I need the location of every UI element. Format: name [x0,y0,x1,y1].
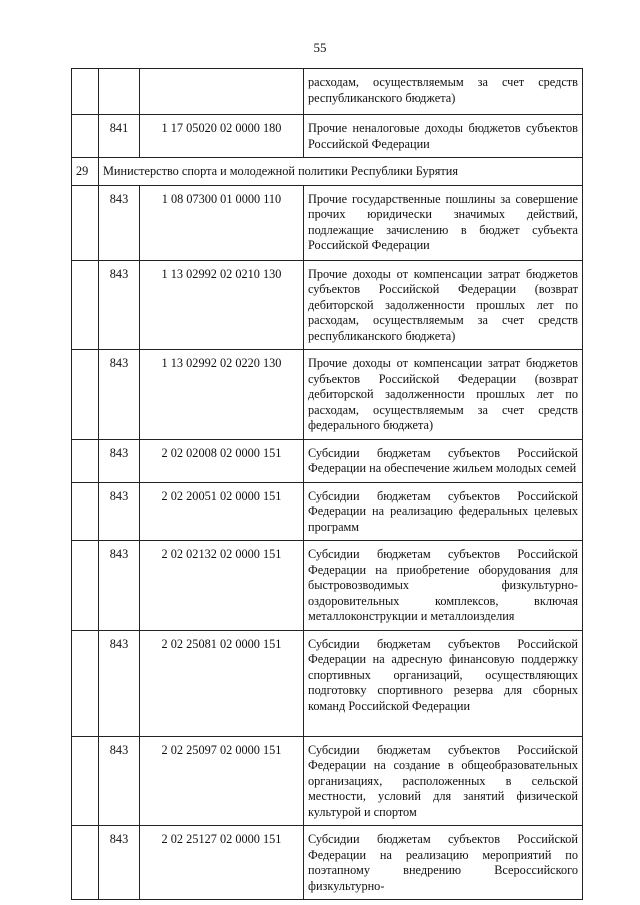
table-row [72,185,583,260]
number-cell [72,439,99,482]
admin-code-cell: 841 [99,115,140,158]
table-row [72,439,583,482]
admin-code-cell: 843 [99,185,140,260]
section-number: 29 [72,158,99,186]
number-cell [72,185,99,260]
description-cell: Прочие доходы от компенсации затрат бюджетов субъектов Российской Федерации (возврат дебиторской задолженности прошлых лет по расходам, осуществляемым за счет средств республиканского бюджета) [304,260,583,350]
rows-body [72,185,583,900]
table-row [72,826,583,900]
admin-code-cell: 843 [99,260,140,350]
number-cell [72,736,99,826]
admin-code-cell: 843 [99,630,140,736]
number-cell [72,350,99,440]
section-title: Министерство спорта и молодежной политики Республики Бурятия [99,158,583,186]
description-cell: Субсидии бюджетам субъектов Российской Федерации на реализацию мероприятий по поэтапному внедрению Всероссийского физкультурно- [304,826,583,900]
admin-code-cell: 843 [99,482,140,541]
code-cell [140,69,304,115]
budget-code-cell: 2 02 25081 02 0000 151 [140,630,304,736]
admin-code-cell: 843 [99,826,140,900]
budget-code-cell: 1 13 02992 02 0220 130 [140,350,304,440]
number-cell [72,69,99,115]
number-cell [72,826,99,900]
section-header-row [72,158,583,186]
budget-code-cell: 2 02 20051 02 0000 151 [140,482,304,541]
description-cell: Субсидии бюджетам субъектов Российской Федерации на реализацию федеральных целевых программ [304,482,583,541]
table-row [72,115,583,158]
description-cell: расходам, осуществляемым за счет средств республиканского бюджета) [304,69,583,115]
page-number: 55 [313,40,327,55]
budget-code-cell: 1 17 05020 02 0000 180 [140,115,304,158]
number-cell [72,541,99,631]
table-row [72,260,583,350]
budget-code-cell: 2 02 25097 02 0000 151 [140,736,304,826]
table-row [72,69,583,115]
table-row [72,482,583,541]
description-cell: Субсидии бюджетам субъектов Российской Федерации на адресную финансовую поддержку спортивных организаций, осуществляющих подготовку спортивного резерва для сборных команд Российской Федерации [304,630,583,736]
description-cell: Субсидии бюджетам субъектов Российской Федерации на создание в общеобразовательных организациях, расположенных в сельской местности, условий для занятий физической культурой и спортом [304,736,583,826]
number-cell [72,260,99,350]
budget-code-cell: 1 08 07300 01 0000 110 [140,185,304,260]
description-cell: Прочие доходы от компенсации затрат бюджетов субъектов Российской Федерации (возврат дебиторской задолженности прошлых лет по расходам, осуществляемым за счет средств федерального бюджета) [304,350,583,440]
description-cell: Прочие неналоговые доходы бюджетов субъектов Российской Федерации [304,115,583,158]
description-cell: Субсидии бюджетам субъектов Российской Федерации на приобретение оборудования для быстровозводимых физкультурно-оздоровительных комплексов, включая металлоконструкции и металлоизделия [304,541,583,631]
budget-code-cell: 2 02 02132 02 0000 151 [140,541,304,631]
budget-code-cell: 2 02 02008 02 0000 151 [140,439,304,482]
description-cell: Субсидии бюджетам субъектов Российской Федерации на обеспечение жильем молодых семей [304,439,583,482]
table-row [72,350,583,440]
number-cell [72,482,99,541]
budget-code-cell: 2 02 25127 02 0000 151 [140,826,304,900]
admin-cell [99,69,140,115]
admin-code-cell: 843 [99,541,140,631]
budget-codes-table [71,68,583,900]
number-cell [72,115,99,158]
number-cell [72,630,99,736]
description-cell: Прочие государственные пошлины за совершение прочих юридически значимых действий, подлежащие зачислению в бюджет субъекта Российской Федерации [304,185,583,260]
admin-code-cell: 843 [99,736,140,826]
table-row [72,736,583,826]
table-row [72,541,583,631]
admin-code-cell: 843 [99,439,140,482]
table-row [72,630,583,736]
budget-code-cell: 1 13 02992 02 0210 130 [140,260,304,350]
admin-code-cell: 843 [99,350,140,440]
